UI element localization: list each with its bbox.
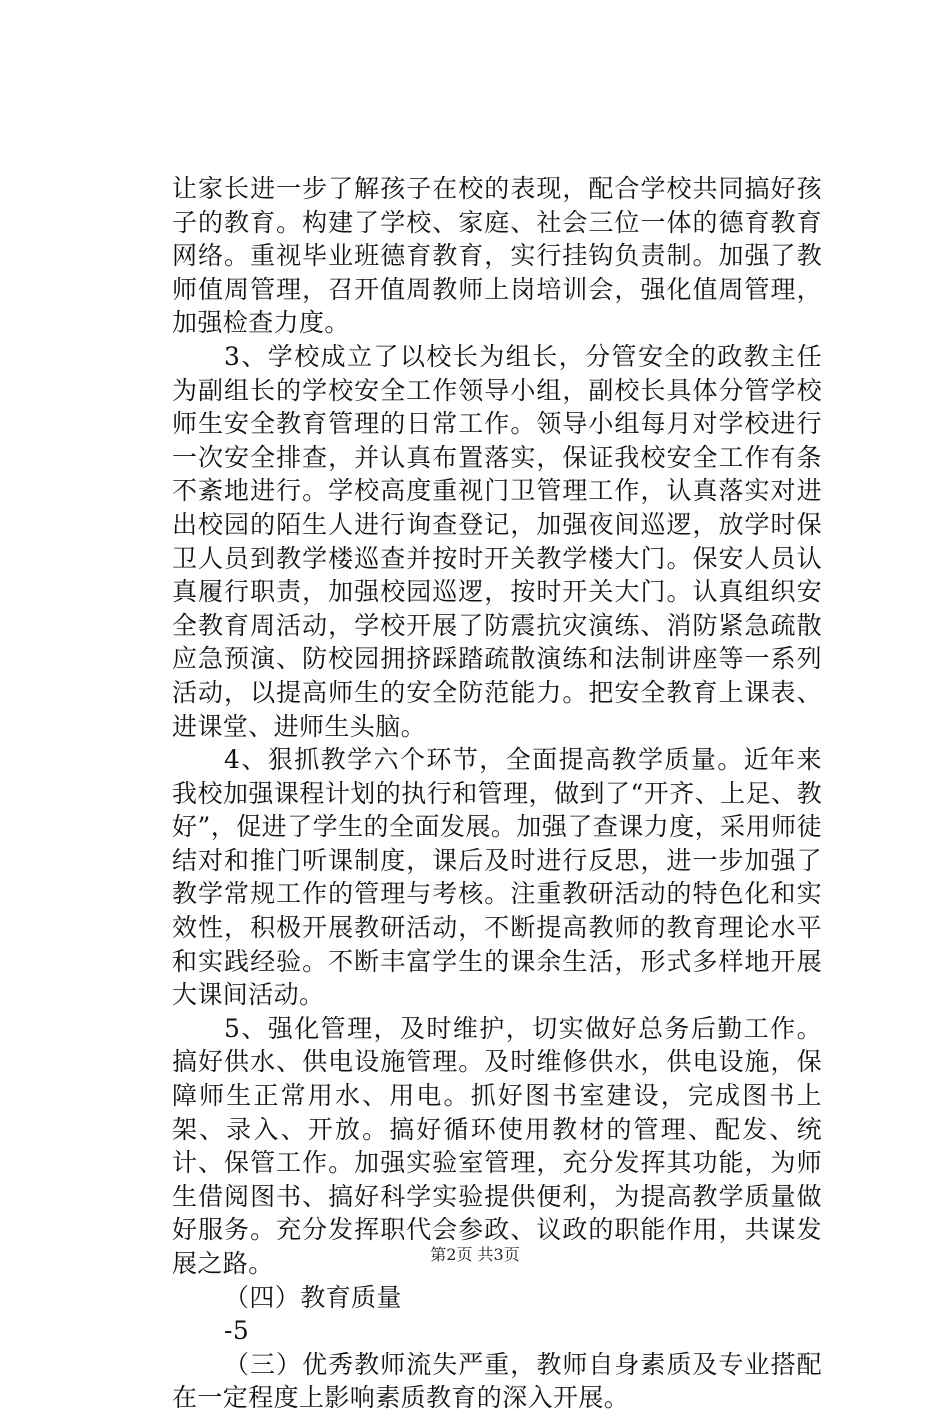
paragraph-2: 3、学校成立了以校长为组长，分管安全的政教主任为副组长的学校安全工作领导小组，副校长具体分管学校师生安全教育管理的日常工作。领导小组每月对学校进行一次安全排查，并认真布置落实，保证我校安全工作有条不紊地进行。学校高度重视门卫管理工作，认真落实对进出校园的陌生人进行询查登记，加强夜间巡逻，放学时保卫人员到教学楼巡查并按时开关教学楼大门。保安人员认真履行职责，加强校园巡逻，按时开关大门。认真组织安全教育周活动，学校开展了防震抗灾演练、消防紧急疏散应急预演、防校园拥挤踩踏疏散演练和法制讲座等一系列活动，以提高师生的安全防范能力。把安全教育上课表、进课堂、进师生头脑。 — [172, 341, 822, 741]
paragraph-4: 5、强化管理，及时维护，切实做好总务后勤工作。搞好供水、供电设施管理。及时维修供水，供电设施，保障师生正常用水、用电。抓好图书室建设，完成图书上架、录入、开放。搞好循环使用教材的管理、配发、统计、保管工作。加强实验室管理，充分发挥其功能，为师生借阅图书、搞好科学实验提供便利，为提高教学质量做好服务。充分发挥职代会参政、议政的职能作用，共谋发展之路。 — [172, 1013, 822, 1278]
page-number-footer: 第2页 共3页 — [430, 1245, 520, 1264]
paragraph-5: （三）优秀教师流失严重，教师自身素质及专业搭配在一定程度上影响素质教育的深入开展。 — [172, 1349, 822, 1413]
section-heading: （四）教育质量 — [224, 1282, 402, 1312]
body-text — [172, 172, 822, 1415]
page-marker: -5 — [224, 1316, 250, 1346]
paragraph-1: 让家长进一步了解孩子在校的表现，配合学校共同搞好孩子的教育。构建了学校、家庭、社会三位一体的德育教育网络。重视毕业班德育教育，实行挂钩负责制。加强了教师值周管理，召开值周教师上岗培训会，强化值周管理，加强检查力度。 — [172, 174, 822, 338]
paragraph-3: 4、狠抓教学六个环节，全面提高教学质量。近年来我校加强课程计划的执行和管理，做到了“开齐、上足、教好”，促进了学生的全面发展。加强了查课力度，采用师徒结对和推门听课制度，课后及时进行反思，进一步加强了教学常规工作的管理与考核。注重教研活动的特色化和实效性，积极开展教研活动，不断提高教师的教育理论水平和实践经验。不断丰富学生的课余生活，形式多样地开展大课间活动。 — [172, 745, 822, 1010]
